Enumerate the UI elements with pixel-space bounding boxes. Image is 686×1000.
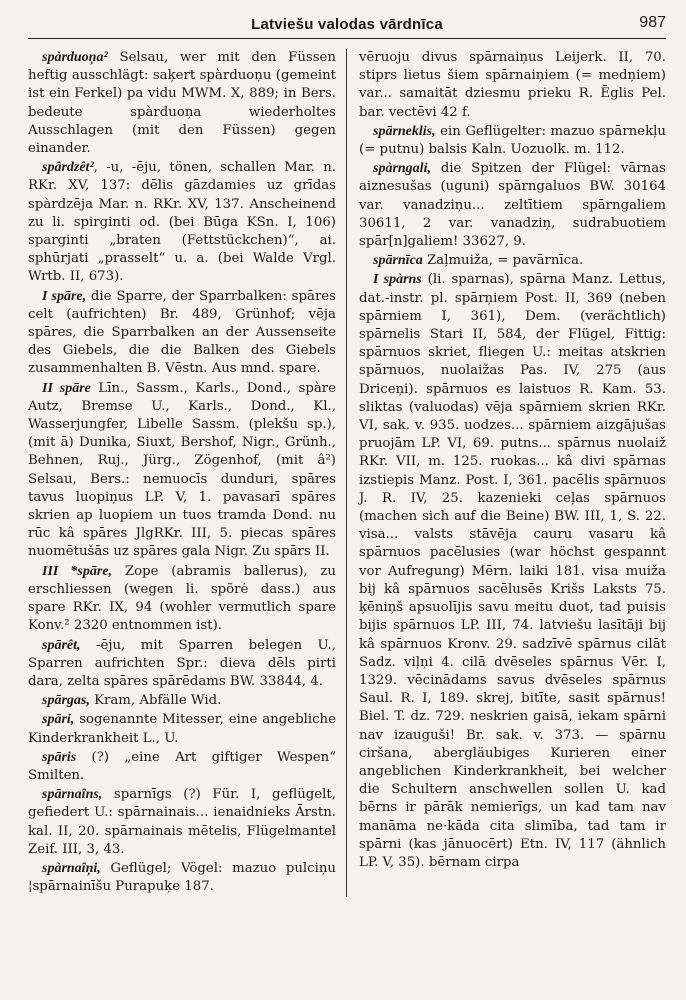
entry-headword: I spāre, [42, 288, 87, 304]
left-column [28, 49, 347, 897]
entry-headword: spāris [42, 749, 77, 765]
dictionary-entry [28, 786, 336, 859]
entry-headword: spàrnaîņi, [42, 860, 101, 876]
page-number: 987 [639, 14, 666, 31]
entry-headword: spàrngali, [373, 161, 431, 177]
dictionary-entry [28, 749, 336, 785]
page-title: Latviešu valodas vārdnīca [251, 16, 443, 33]
dictionary-entry [359, 123, 666, 159]
right-column [347, 49, 666, 897]
entry-headword: spārneklis, [373, 123, 436, 139]
dictionary-entry [359, 252, 666, 270]
dictionary-entry [28, 288, 336, 379]
entry-text: vēruoju divus spārnaiņus Leijerk. II, 70. stiprs lietus šiem spārnaiņiem (= medņiem) var... samaitāt dziesmu prieku R. Ēglis Pel. bar. vectēvi 42 f. [359, 50, 666, 120]
entry-headword: spārgas, [42, 693, 90, 709]
entry-text: sogenannte Mitesser, eine angebliche Kinderkrankheit L., U. [28, 712, 336, 746]
entry-text: Selsau, wer mit den Füssen heftig ausschlägt: saķert spàrduoņu (gemeint ist ein Ferkel) pa vidu MWM. X, 889; in Bers. bedeute spàrduoņa wiederholtes Ausschlagen (mit den Füssen) gegen einander. [28, 50, 336, 157]
dictionary-entry [28, 159, 336, 286]
entry-headword: III *spāre, [42, 563, 113, 579]
dictionary-entry [359, 271, 666, 872]
entry-headword: spārnaîns, [42, 787, 103, 803]
entry-text: , -u, -ēju, tönen, schallen Mar. n. RKr. XV, 137: dēlis gāzdamies uz grīdas spàrdzēja Mar. n. RKr. XV, 137. Anscheinend zu li. spirginti od. (bei Būga KSn. I, 106) sparginti „braten (Fettstückchen)“, ai. sphūrjati „prasselt“ u. a. (bei Walde Vrgl. Wrtb. II, 673). [28, 160, 336, 285]
entry-text: (li. sparnas), spārna Manz. Lettus, dat.-instr. pl. spārņiem Post. II, 369 (neben spārniem I, 361), Dem. (verächtlich) spārnelis Stari II, 584, der Flügel, Fittig: spārnuos skriet, fliegen U.: meitas atskrien spārnuos, nuolaižas Pas. IV, 275 (aus Driceņi). spārnuos es laistuos R. Kam. 53. sliktas (valuodas) vēja spārniem skrien RKr. VI, sak. v. 935. uodzes... spārniem aizgājušas pruojām LP. VI, 69. putns... spārnus nuolaiž RKr. VII, m. 125. ruokas... kâ divi spārnas izstiepis Manz. Post. I, 361. pacēlis spārnuos J. R. IV, 25. kazenieki ceļas spārnuos (machen sich auf die Beine) BW. III, 1, S. 22. visa... valsts stāvēja cauru vasaru kâ spārnuos pacēlusies (war höchst gespannt vor Aufregung) Mērn. laiki 181. visa muiža bij kâ spārnuos sacēlusēs Krišs Laksts 75. ķēniņš apsuolījis savu meitu duot, tad puisis bijis spārnuos LP. III, 74. latviešu lasītāji bij kâ spārnuos Kronv. 29. sadzīvē spārnus cilāt Sadz. viļņi 4. cilā dvēseles spārnus Vēr. I, 1329. vēcinādams savus dvēseles spārnus Saul. R. I, 189. skrej, bitīte, sasit spārnus! Biel. T. dz. 729. neskrien gaisā, iekam spārni nav izauguši! Br. sak. v. 373. — spārnu ciršana, abergläubiges Kurieren einer angeblichen Kinderkrankheit, bei welcher die Schultern anschwellen sollen U. kad bērns ir pārāk nemierīgs, un kad tam nav manāma ne·kāda cita slimība, tad tam ir spārni (kas jānuocērt) Etn. IV, 117 (ähnlich LP. V, 35). bērnam cirpa [359, 272, 666, 870]
entry-text: ein Geflügelter: mazuo spārnekļu (= putnu) balsis Kaln. Uozuolk. m. 112. [359, 123, 666, 158]
dictionary-entry [359, 160, 666, 251]
entry-headword: II spāre [42, 380, 91, 396]
entry-text: die Spitzen der Flügel: vārnas aiznesušas (uguni) spārngaluos BW. 30164 var. vanadziņu... zeltītiem spārngaliem 30611, 2 var. vanadziņ, sudrabuotiem spār[n]galiem! 33627, 9. [359, 161, 666, 250]
dictionary-entry [28, 380, 336, 562]
dictionary-entry [28, 49, 336, 158]
entry-text: Zope (abramis ballerus), zu erschliessen (wegen li. spõrė dass.) aus spare RKr. IX, 94 (wohler vermutlich spare Konv.² 2320 entnommen ist). [28, 563, 336, 634]
running-head [28, 14, 666, 39]
two-column-body [28, 49, 666, 897]
entry-text: (?) „eine Art giftiger Wespen“ Smilten. [28, 749, 336, 783]
dictionary-entry [28, 637, 336, 692]
entry-headword: spārêt, [42, 637, 81, 653]
entry-headword: spârdzêt² [42, 160, 94, 176]
dictionary-entry [28, 711, 336, 747]
entry-text: Geflügel; Vögel: mazuo pulciņu ¦spārnainīšu Purapuķe 187. [28, 860, 336, 895]
entry-headword: spārnīca [373, 253, 423, 269]
entry-headword: spàrduoņa² [42, 50, 108, 65]
entry-text: Zaļmuiža, = pavārnīca. [422, 253, 584, 269]
dictionary-entry [359, 49, 666, 122]
entry-text: -ēju, mit Sparren belegen U., Sparren aufrichten Spr.: dieva dēls pirti dara, zelta spāres spārēdams BW. 33844, 4. [28, 637, 336, 689]
dictionary-entry [28, 860, 336, 896]
entry-text: Līn., Sassm., Karls., Dond., spàre Autz, Bremse U., Karls., Dond., Kl., Wasserjungfer, Libelle Sassm. (plekšu sp.), (mit ā) Dunika, Siuxt, Bershof, Nigr., Grünh., Behnen, Ruj., Jürg., Zögenhof, (mit â²) Selsau, Bers.: nemuocīs dunduri, spāres tavus luopiņus LP. V, 1. pavasarī spāres skrien ap luopiem un tuos tramda Dond. nu rūc kâ spāres JlgRKr. III, 5. piecas spāres nuomētušās uz spāres gala Nigr. Zu spārs II. [28, 380, 336, 560]
entry-headword: I spàrns [373, 272, 422, 288]
dictionary-entry [28, 563, 336, 636]
entry-text: Kram, Abfälle Wid. [89, 693, 222, 709]
entry-headword: spāri, [42, 712, 75, 728]
entry-text: die Sparre, der Sparrbalken: spāres celt (aufrichten) Br. 489, Grünhof; vēja spāres, die Sparrbalken an der Aussenseite des Giebels, die die Balken des Giebels zusammenhalten B. Vēstn. Aus mnd. spare. [28, 288, 336, 377]
entry-text: sparnīgs (?) Für. I, geflügelt, gefiedert U.: spārnainais... ienaidnieks Ārstn. kal. II, 20. spārnainais mētelis, Flügelmantel Zeif. III, 3, 43. [28, 787, 336, 857]
dictionary-entry [28, 692, 336, 710]
